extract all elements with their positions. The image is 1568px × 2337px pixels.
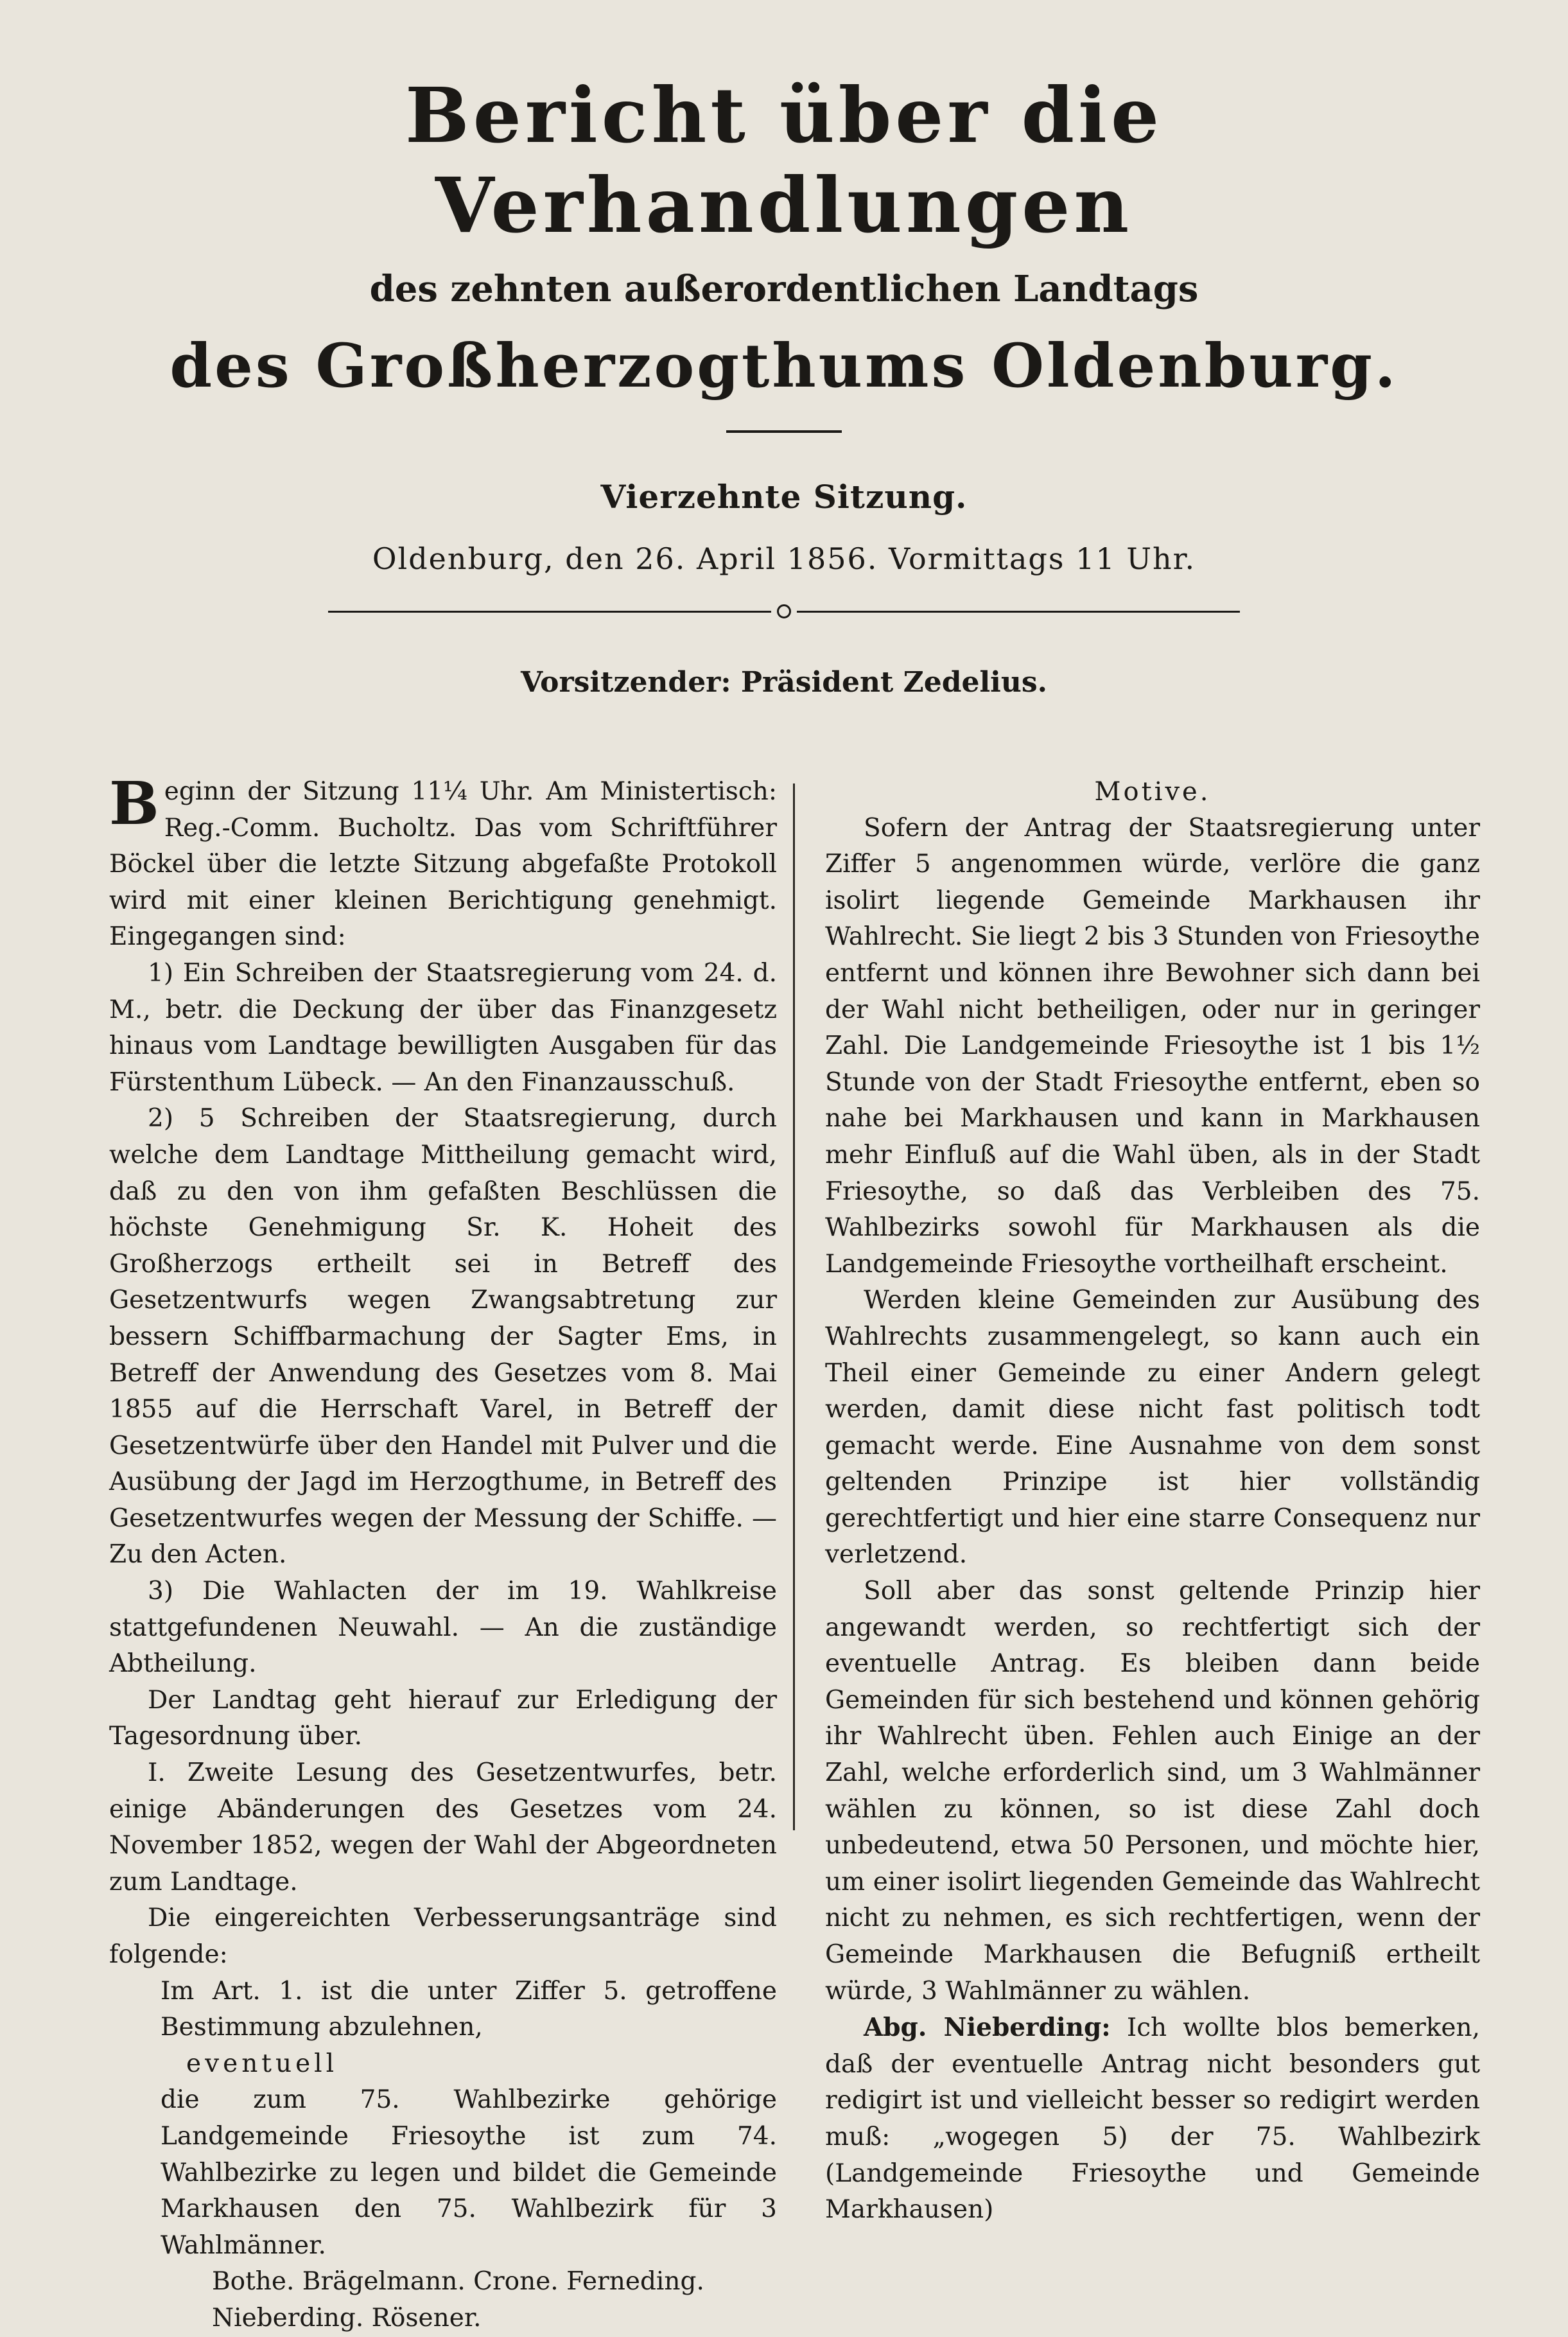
title-rule (726, 430, 842, 433)
paragraph: Soll aber das sonst geltende Prinzip hier angewandt werden, so rechtfertigt sich der eventuelle Antrag. Es bleiben dann beide Gemeinden für sich bestehend und können gehörig ihr Wahlrecht üben. Fehlen auch Einige an der Zahl, welche erforderlich sind, um 3 Wahlmänner wählen zu können, so ist diese Zahl doch unbedeutend, etwa 50 Personen, und möchte hier, um einer isolirt liegenden Gemeinde das Wahlrecht nicht zu nehmen, es sich rechtfertigen, wenn der Gemeinde Markhausen die Befugniß ertheilt würde, 3 Wahlmänner zu wählen. (825, 1577, 1480, 2006)
motion-eventuell: eventuell (186, 2049, 338, 2078)
session-heading: Vierzehnte Sitzung. (600, 478, 968, 516)
list-item: 3) Die Wahlacten der im 19. Wahlkreise stattgefundenen Neuwahl. — An die zuständige Abtheilung. (109, 1577, 777, 1679)
dateline: Oldenburg, den 26. April 1856. Vormittags 11 Uhr. (372, 541, 1196, 576)
header (90, 71, 1478, 699)
report-state-title: des Großherzogthums Oldenburg. (170, 331, 1398, 401)
list-item: 1) Ein Schreiben der Staatsregierung vom 24. d. M., betr. die Deckung der über das Finanzgesetz hinaus vom Landtage bewilligten Ausgaben für das Fürstenthum Lübeck. — An den Finanzausschuß. (109, 958, 777, 1097)
motive-heading: Motive. (1094, 777, 1211, 807)
motion-text: die zum 75. Wahlbezirke gehörige Landgemeinde Friesoythe ist zum 74. Wahlbezirke zu legen und bildet die Gemeinde Markhausen den 75. Wahlbezirk für 3 Wahlmänner. (161, 2085, 777, 2260)
ornament-divider (328, 602, 1240, 621)
speech-paragraph: Abg. Nieberding: Ich wollte blos bemerken, daß der eventuelle Antrag nicht besonders gut redigirt ist und vielleicht besser so redigirt werden muß: „wogegen 5) der 75. Wahlbezirk (Landgemeinde Friesoythe und Gemeinde Markhausen) (825, 2013, 1480, 2225)
motion-text: Im Art. 1. ist die unter Ziffer 5. getroffene Bestimmung abzulehnen, (161, 1976, 777, 2042)
right-column (825, 774, 1480, 2228)
report-title: Bericht über die Verhandlungen (405, 71, 1163, 250)
column-divider (793, 783, 795, 1830)
signers-line: Bothe. Brägelmann. Crone. Ferneding. (212, 2267, 704, 2297)
speaker-name: Abg. Nieberding: (864, 2013, 1111, 2043)
chair-line: Vorsitzender: Präsident Zedelius. (521, 666, 1047, 699)
left-column (109, 769, 777, 2337)
opening-paragraph: Beginn der Sitzung 11¼ Uhr. Am Ministertisch: Reg.-Comm. Bucholtz. Das vom Schriftführer Böckel über die letzte Sitzung abgefaßte Protokoll wird mit einer kleinen Berichtigung genehmigt. Eingegangen sind: (109, 769, 777, 952)
signers-line: Nieberding. Rösener. (212, 2303, 482, 2333)
ornament-circle-icon (777, 604, 791, 618)
paragraph: Werden kleine Gemeinden zur Ausübung des Wahlrechts zusammengelegt, so kann auch ein Theil einer Gemeinde zu einer Andern gelegt werden, damit diese nicht fast politisch todt gemacht werde. Eine Ausnahme von dem sonst geltenden Prinzipe ist hier vollständig gerechtfertigt und hier eine starre Consequenz nur verletzend. (825, 1286, 1480, 1570)
paragraph: Die eingereichten Verbesserungsanträge sind folgende: (109, 1904, 777, 1969)
list-item: 2) 5 Schreiben der Staatsregierung, durch welche dem Landtage Mittheilung gemacht wird, daß zu den von ihm gefaßten Beschlüssen die höchste Genehmigung Sr. K. Hoheit des Großherzogs ertheilt sei in Betreff des Gesetzentwurfs wegen Zwangsabtretung zur bessern Schiffbarmachung der Sagter Ems, in Betreff der Anwendung des Gesetzes vom 8. Mai 1855 auf die Herrschaft Varel, in Betreff der Gesetzentwürfe über den Handel mit Pulver und die Ausübung der Jagd im Herzogthume, in Betreff des Gesetzentwurfes wegen der Messung der Schiffe. — Zu den Acten. (109, 1104, 777, 1570)
drop-cap: B (109, 769, 159, 838)
paragraph: I. Zweite Lesung des Gesetzentwurfes, betr. einige Abänderungen des Gesetzes vom 24. November 1852, wegen der Wahl der Abgeordneten zum Landtage. (109, 1758, 777, 1896)
report-subtitle: des zehnten außerordentlichen Landtags (369, 268, 1199, 310)
paragraph: Der Landtag geht hierauf zur Erledigung der Tagesordnung über. (109, 1685, 777, 1751)
paragraph: Sofern der Antrag der Staatsregierung unter Ziffer 5 angenommen würde, verlöre die ganz isolirt liegende Gemeinde Markhausen ihr Wahlrecht. Sie liegt 2 bis 3 Stunden von Friesoythe entfernt und können ihre Bewohner sich dann bei der Wahl nicht betheiligen, oder nur in geringer Zahl. Die Landgemeinde Friesoythe ist 1 bis 1½ Stunde von der Stadt Friesoythe entfernt, eben so nahe bei Markhausen und kann in Markhausen mehr Einfluß auf die Wahl üben, als in der Stadt Friesoythe, so daß das Verbleiben des 75. Wahlbezirks sowohl für Markhausen als die Landgemeinde Friesoythe vortheilhaft erscheint. (825, 813, 1480, 1279)
